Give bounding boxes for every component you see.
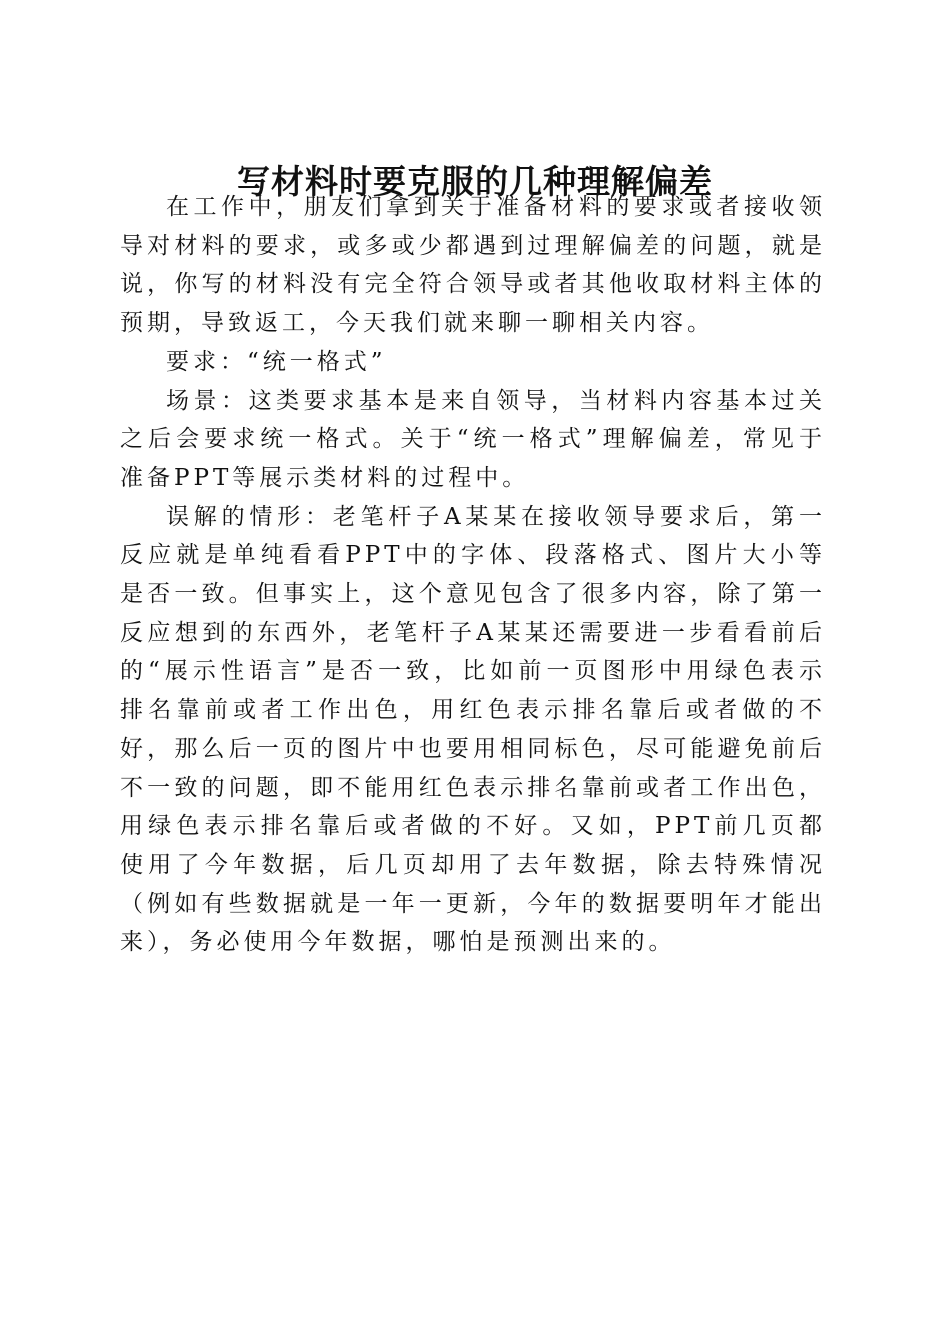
paragraph-requirement: 要求：“统一格式” [166,348,387,375]
paragraph-misunderstanding: 误解的情形：老笔杆子A某某在接收领导要求后，第一反应就是单纯看看PPT中的字体、段落格式、图片大小等是否一致。但事实上，这个意见包含了很多内容，除了第一反应想到的东西外，老笔杆子A某某还需要进一步看看前后的“展示性语言”是否一致，比如前一页图形中用绿色表示排名靠前或者工作出色，用红色表示排名靠后或者做的不好，那么后一页的图片中也要用相同标色，尽可能避免前后不一致的问题，即不能用红色表示排名靠前或者工作出色，用绿色表示排名靠后或者做的不好。又如，PPT前几页都使用了今年数据，后几页却用了去年数据，除去特殊情况（例如有些数据就是一年一更新，今年的数据要明年才能出来），务必使用今年数据，哪怕是预测出来的。 [120,503,826,956]
paragraph-intro: 在工作中，朋友们拿到关于准备材料的要求或者接收领导对材料的要求，或多或少都遇到过理解偏差的问题，就是说，你写的材料没有完全符合领导或者其他收取材料主体的预期，导致返工，今天我们就来聊一聊相关内容。 [120,194,826,337]
document-body [120,188,826,962]
paragraph-scenario: 场景：这类要求基本是来自领导，当材料内容基本过关之后会要求统一格式。关于“统一格式”理解偏差，常见于准备PPT等展示类材料的过程中。 [120,387,826,491]
document-title: 写材料时要克服的几种理解偏差 [237,162,713,202]
